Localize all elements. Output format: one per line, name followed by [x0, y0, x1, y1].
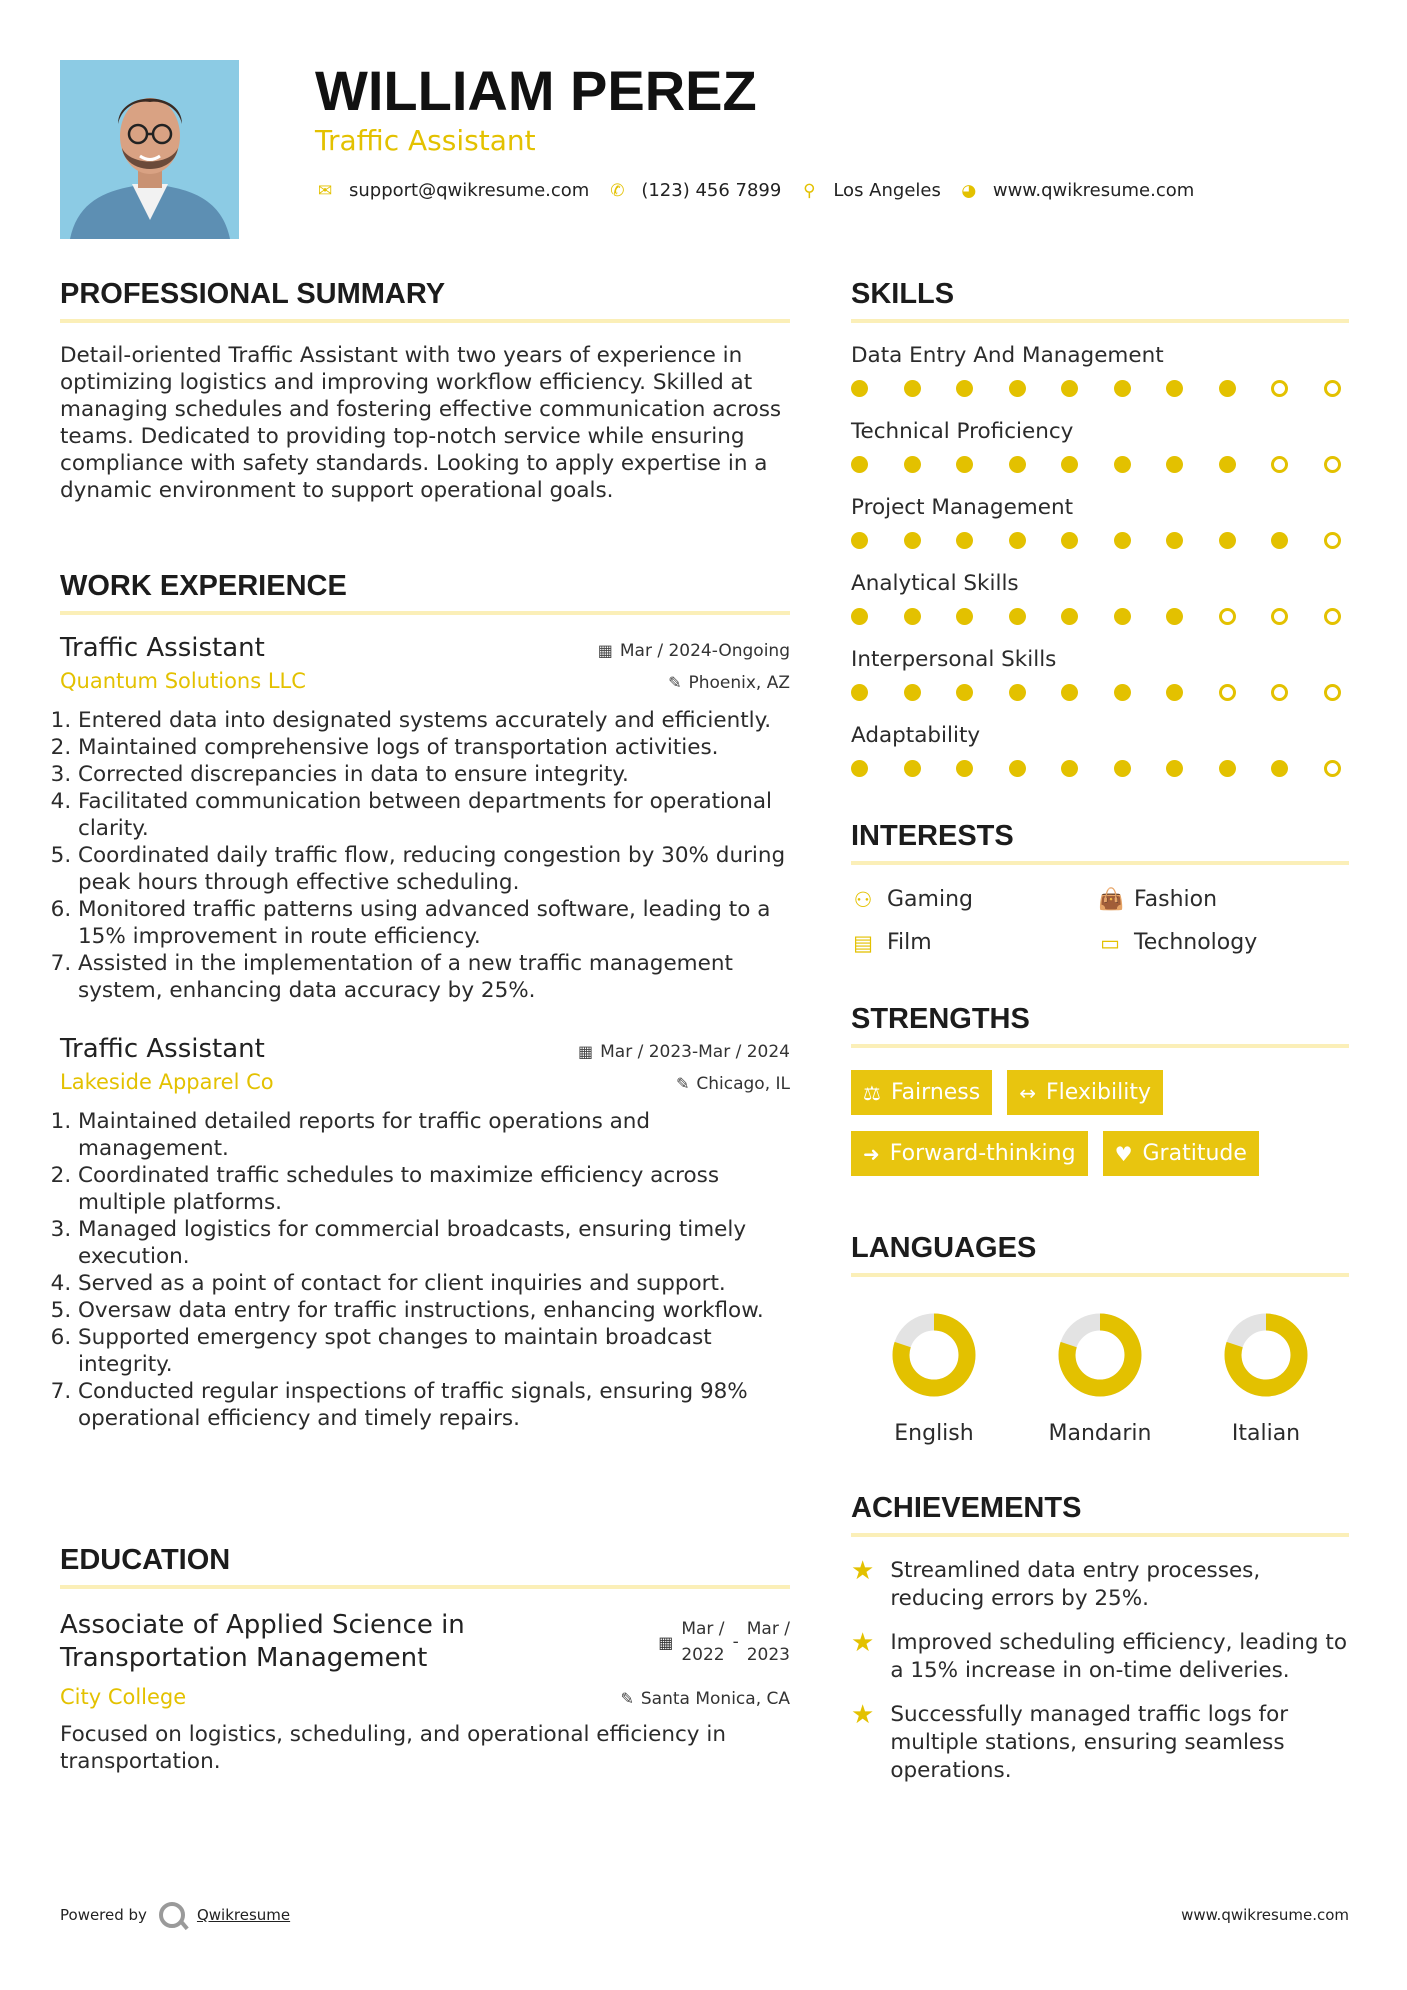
job-dates	[578, 1042, 790, 1062]
film-icon: ▤	[853, 930, 873, 955]
languages-heading: LANGUAGES	[851, 1232, 1037, 1264]
arrow-right-icon: ➜	[863, 1141, 880, 1166]
skill-name: Interpersonal Skills	[851, 647, 1057, 672]
job-entry	[60, 633, 790, 1004]
edu-end-month: Mar /	[746, 1619, 790, 1639]
star-icon: ★	[851, 1556, 875, 1586]
company-name: Quantum Solutions LLC	[60, 669, 306, 693]
rating-dot-filled	[1114, 608, 1131, 625]
skills-heading: SKILLS	[851, 278, 955, 310]
rating-dot-filled	[1009, 532, 1026, 549]
skill-name: Data Entry And Management	[851, 343, 1164, 368]
school-location	[620, 1689, 790, 1709]
interests-section	[851, 820, 1349, 955]
skills-list	[851, 343, 1349, 777]
skills-section	[851, 278, 1349, 799]
rating-dot-empty	[1324, 760, 1341, 777]
calendar-icon: ▦	[658, 1632, 674, 1652]
rating-dot-filled	[956, 760, 973, 777]
duty-item: 5. Oversaw data entry for traffic instructions, enhancing workflow.	[78, 1297, 790, 1324]
footer-powered-by	[60, 1902, 290, 1928]
pushpin-icon: ✎	[675, 1074, 690, 1093]
rating-dot-filled	[904, 456, 921, 473]
skill-row	[851, 571, 1349, 625]
job-dates-text: Mar / 2024-Ongoing	[619, 640, 790, 661]
achievements-section	[851, 1492, 1349, 1801]
section-divider	[851, 1044, 1349, 1048]
language-item	[1017, 1313, 1183, 1446]
summary-text: Detail-oriented Traffic Assistant with two years of experience in optimizing logistics and improving workflow efficiency. Skilled at managing schedules and fostering effective communication across teams. Dedicated to providing top-notch service while ensuring compliance with safety standards. Looking to apply expertise in a dynamic environment to support operational goals.	[60, 343, 782, 503]
rating-dot-filled	[1009, 760, 1026, 777]
interest-label: Technology	[1134, 930, 1258, 955]
skill-name: Project Management	[851, 495, 1074, 520]
duty-list	[60, 1108, 790, 1432]
duty-item: 3. Corrected discrepancies in data to ensure integrity.	[78, 761, 790, 788]
interest-item	[851, 887, 1098, 912]
achievement-item	[851, 1557, 1349, 1613]
skill-rating	[851, 760, 1341, 777]
rating-dot-empty	[1324, 684, 1341, 701]
duty-list	[60, 707, 790, 1004]
star-icon: ★	[851, 1628, 875, 1658]
duty-item: 3. Managed logistics for commercial broadcasts, ensuring timely execution.	[78, 1216, 790, 1270]
rating-dot-empty	[1219, 608, 1236, 625]
rating-dot-filled	[1166, 684, 1183, 701]
job-location-text: Phoenix, AZ	[688, 672, 790, 693]
contact-location	[799, 180, 941, 201]
scale-icon: ⚖	[863, 1080, 881, 1105]
strength-label: Gratitude	[1142, 1141, 1247, 1166]
rating-dot-empty	[1271, 456, 1288, 473]
rating-dot-filled	[1061, 532, 1078, 549]
email-text: support@qwikresume.com	[349, 180, 590, 201]
languages-list	[851, 1313, 1349, 1446]
rating-dot-filled	[1271, 760, 1288, 777]
strength-label: Fairness	[890, 1080, 981, 1105]
location-text: Los Angeles	[833, 180, 941, 201]
skill-row	[851, 343, 1349, 397]
strength-tag	[1007, 1070, 1163, 1115]
achievement-item	[851, 1701, 1349, 1785]
education-description: Focused on logistics, scheduling, and operational efficiency in transportation.	[60, 1722, 726, 1774]
rating-dot-filled	[1166, 760, 1183, 777]
strength-label: Forward-thinking	[889, 1141, 1076, 1166]
skill-row	[851, 723, 1349, 777]
language-item	[851, 1313, 1017, 1446]
envelope-icon: ✉	[317, 180, 333, 201]
edu-start-month: Mar /	[681, 1619, 725, 1639]
language-name: Italian	[1231, 1421, 1301, 1446]
contact-email[interactable]	[315, 180, 589, 201]
duty-item: 1. Maintained detailed reports for traffic operations and management.	[78, 1108, 790, 1162]
contact-bar	[315, 180, 1194, 201]
rating-dot-filled	[1166, 532, 1183, 549]
strengths-section	[851, 1003, 1349, 1176]
skill-rating	[851, 380, 1341, 397]
calendar-icon: ▦	[577, 1042, 594, 1061]
shopping-bag-icon: 👜	[1098, 887, 1125, 911]
achievement-item	[851, 1629, 1349, 1685]
interest-label: Film	[887, 930, 932, 955]
strengths-heading: STRENGTHS	[851, 1003, 1030, 1035]
job-dates-text: Mar / 2023-Mar / 2024	[600, 1041, 790, 1062]
achievement-text: Streamlined data entry processes, reducing errors by 25%.	[890, 1558, 1261, 1611]
edu-end-year: 2023	[746, 1645, 790, 1665]
arrows-horizontal-icon: ↔	[1019, 1080, 1036, 1105]
strength-tags	[851, 1070, 1349, 1176]
rating-dot-filled	[904, 532, 921, 549]
section-divider	[60, 319, 790, 323]
skill-name: Adaptability	[851, 723, 981, 748]
job-role: Traffic Assistant	[60, 1034, 265, 1064]
phone-text: (123) 456 7899	[641, 180, 782, 201]
rating-dot-filled	[1166, 380, 1183, 397]
job-location	[668, 673, 790, 693]
education-dates	[658, 1609, 790, 1675]
profile-photo	[60, 60, 239, 239]
rating-dot-filled	[1114, 760, 1131, 777]
skill-row	[851, 495, 1349, 549]
achievements-heading: ACHIEVEMENTS	[851, 1492, 1082, 1524]
rating-dot-empty	[1271, 608, 1288, 625]
rating-dot-filled	[851, 760, 868, 777]
duty-item: 1. Entered data into designated systems accurately and efficiently.	[78, 707, 790, 734]
laptop-icon: ▭	[1100, 930, 1120, 955]
school-name: City College	[60, 1685, 187, 1709]
rating-dot-empty	[1324, 532, 1341, 549]
rating-dot-filled	[1219, 760, 1236, 777]
rating-dot-filled	[1219, 380, 1236, 397]
language-name: Mandarin	[1048, 1421, 1152, 1446]
education-heading: EDUCATION	[60, 1544, 231, 1576]
phone-icon: ✆	[610, 180, 625, 201]
rating-dot-empty	[1271, 380, 1288, 397]
section-divider	[851, 861, 1349, 865]
achievement-list	[851, 1557, 1349, 1785]
rating-dot-filled	[1061, 608, 1078, 625]
rating-dot-filled	[1114, 532, 1131, 549]
experience-section	[60, 570, 790, 1432]
section-divider	[851, 1273, 1349, 1277]
skill-rating	[851, 608, 1341, 625]
pushpin-icon: ✎	[620, 1689, 634, 1708]
rating-dot-filled	[1219, 532, 1236, 549]
strength-tag	[1103, 1131, 1259, 1176]
duty-item: 2. Coordinated traffic schedules to maximize efficiency across multiple platforms.	[78, 1162, 790, 1216]
interests-grid	[851, 887, 1349, 955]
rating-dot-filled	[1219, 456, 1236, 473]
interest-item	[1098, 887, 1348, 912]
interest-label: Fashion	[1134, 887, 1218, 912]
school-location-text: Santa Monica, CA	[640, 1688, 790, 1709]
duty-item: 2. Maintained comprehensive logs of transportation activities.	[78, 734, 790, 761]
languages-section	[851, 1232, 1349, 1446]
contact-website[interactable]	[959, 180, 1194, 201]
candidate-name: WILLIAM PEREZ	[315, 59, 757, 122]
skill-rating	[851, 456, 1341, 473]
skill-row	[851, 647, 1349, 701]
rating-dot-filled	[956, 608, 973, 625]
rating-dot-empty	[1324, 608, 1341, 625]
heart-icon: ♥	[1114, 1141, 1133, 1166]
language-proficiency-donut	[1058, 1313, 1142, 1397]
rating-dot-empty	[1219, 684, 1236, 701]
rating-dot-filled	[1061, 684, 1078, 701]
job-role: Traffic Assistant	[60, 633, 265, 663]
duty-item: 6. Supported emergency spot changes to maintain broadcast integrity.	[78, 1324, 790, 1378]
rating-dot-filled	[851, 608, 868, 625]
rating-dot-filled	[1009, 684, 1026, 701]
interest-item	[1098, 930, 1348, 955]
language-proficiency-donut	[892, 1313, 976, 1397]
achievement-text: Improved scheduling efficiency, leading to a 15% increase in on-time deliveries.	[890, 1630, 1347, 1683]
strength-tag	[851, 1070, 992, 1115]
rating-dot-filled	[851, 380, 868, 397]
job-dates	[598, 641, 790, 661]
edu-date-dash: -	[732, 1632, 739, 1652]
education-section	[60, 1544, 790, 1775]
rating-dot-filled	[1009, 608, 1026, 625]
summary-heading: PROFESSIONAL SUMMARY	[60, 278, 446, 310]
rating-dot-filled	[851, 456, 868, 473]
skill-name: Technical Proficiency	[851, 419, 1074, 444]
footer-website[interactable]: www.qwikresume.com	[1181, 1906, 1349, 1924]
star-icon: ★	[851, 1700, 875, 1730]
map-pin-icon: ⚲	[803, 180, 816, 201]
rating-dot-filled	[1114, 684, 1131, 701]
rating-dot-filled	[851, 684, 868, 701]
rating-dot-filled	[956, 456, 973, 473]
gamepad-icon: ⚇	[853, 887, 873, 912]
candidate-title: Traffic Assistant	[315, 124, 536, 157]
rating-dot-filled	[1166, 456, 1183, 473]
interest-label: Gaming	[887, 887, 973, 912]
strength-tag	[851, 1131, 1088, 1176]
duty-item: 7. Assisted in the implementation of a new traffic management system, enhancing data accuracy by 25%.	[78, 950, 790, 1004]
rating-dot-filled	[1271, 532, 1288, 549]
company-name: Lakeside Apparel Co	[60, 1070, 274, 1094]
skill-name: Analytical Skills	[851, 571, 1019, 596]
globe-icon: ◕	[961, 180, 977, 201]
brand-link[interactable]: Qwikresume	[196, 1906, 291, 1924]
rating-dot-filled	[1114, 456, 1131, 473]
rating-dot-empty	[1324, 456, 1341, 473]
interests-heading: INTERESTS	[851, 820, 1014, 852]
rating-dot-filled	[904, 608, 921, 625]
job-location	[676, 1074, 790, 1094]
duty-item: 6. Monitored traffic patterns using advanced software, leading to a 15% improvement in route efficiency.	[78, 896, 790, 950]
rating-dot-empty	[1271, 684, 1288, 701]
rating-dot-filled	[851, 532, 868, 549]
experience-heading: WORK EXPERIENCE	[60, 570, 347, 602]
duty-item: 7. Conducted regular inspections of traffic signals, ensuring 98% operational efficiency and timely repairs.	[78, 1378, 790, 1432]
rating-dot-filled	[1009, 456, 1026, 473]
language-name: English	[894, 1421, 974, 1446]
rating-dot-filled	[956, 380, 973, 397]
edu-start-year: 2022	[681, 1645, 725, 1665]
strength-label: Flexibility	[1046, 1080, 1151, 1105]
rating-dot-filled	[1009, 380, 1026, 397]
interest-item	[851, 930, 1098, 955]
rating-dot-filled	[904, 684, 921, 701]
rating-dot-filled	[956, 532, 973, 549]
rating-dot-filled	[1061, 456, 1078, 473]
rating-dot-filled	[1166, 608, 1183, 625]
section-divider	[851, 319, 1349, 323]
duty-item: 4. Facilitated communication between departments for operational clarity.	[78, 788, 790, 842]
powered-by-text: Powered by	[60, 1906, 147, 1924]
skill-rating	[851, 532, 1341, 549]
achievement-text: Successfully managed traffic logs for multiple stations, ensuring seamless operations.	[890, 1702, 1289, 1783]
skill-rating	[851, 684, 1341, 701]
contact-phone[interactable]	[607, 180, 781, 201]
section-divider	[60, 1585, 790, 1589]
rating-dot-filled	[1061, 760, 1078, 777]
website-text: www.qwikresume.com	[992, 180, 1195, 201]
section-divider	[851, 1533, 1349, 1537]
section-divider	[60, 611, 790, 615]
job-entry	[60, 1034, 790, 1432]
language-proficiency-donut	[1224, 1313, 1308, 1397]
skill-row	[851, 419, 1349, 473]
qwikresume-logo-icon	[159, 1902, 185, 1928]
pushpin-icon: ✎	[668, 673, 682, 692]
language-item	[1183, 1313, 1349, 1446]
duty-item: 4. Served as a point of contact for client inquiries and support.	[78, 1270, 790, 1297]
rating-dot-filled	[956, 684, 973, 701]
rating-dot-empty	[1324, 380, 1341, 397]
rating-dot-filled	[904, 380, 921, 397]
job-location-text: Chicago, IL	[696, 1073, 790, 1094]
rating-dot-filled	[1061, 380, 1078, 397]
calendar-icon: ▦	[597, 641, 613, 660]
rating-dot-filled	[904, 760, 921, 777]
summary-section	[60, 278, 790, 504]
degree-title: Associate of Applied Science in Transportation Management	[60, 1610, 465, 1673]
rating-dot-filled	[1114, 380, 1131, 397]
duty-item: 5. Coordinated daily traffic flow, reducing congestion by 30% during peak hours through effective scheduling.	[78, 842, 790, 896]
